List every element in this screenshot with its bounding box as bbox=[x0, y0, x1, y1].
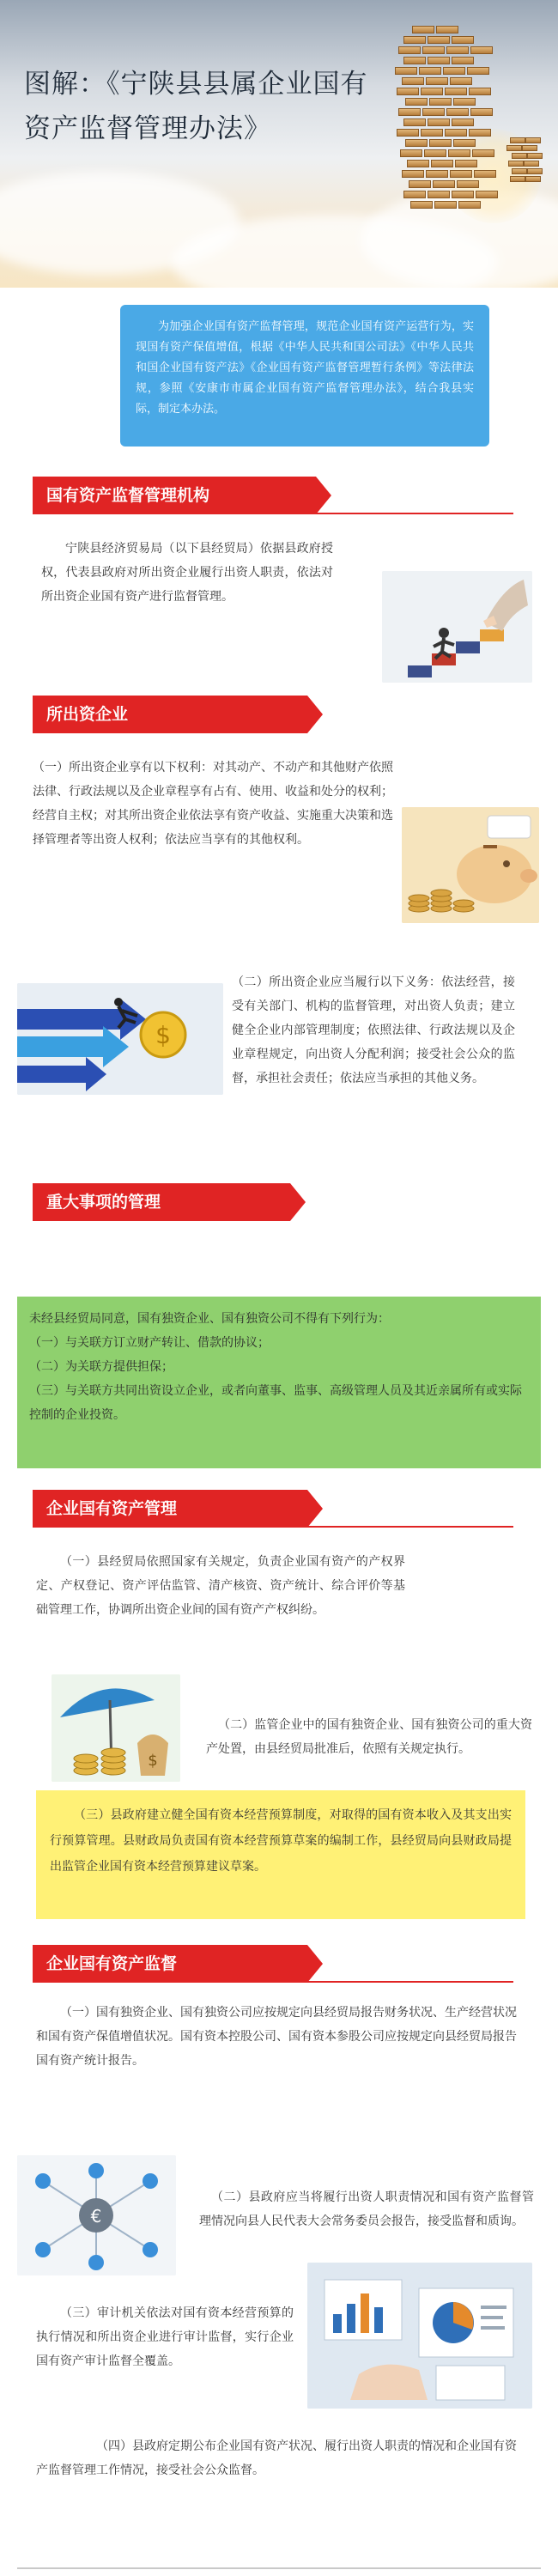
s3-item-2: （二）为关联方提供担保； bbox=[29, 1360, 173, 1374]
footer-divider bbox=[17, 2567, 541, 2569]
section-title: 国有资产监督管理机构 bbox=[33, 477, 316, 514]
section-rule bbox=[33, 1526, 513, 1528]
s4-paragraph-1: （一）县经贸局依照国家有关规定，负责企业国有资产的产权界定、产权登记、资产评估监管、清产核资、资产统计、综合评价等基础管理工作，协调所出资企业间的国有资产产权纠纷。 bbox=[36, 1555, 405, 1617]
s4-paragraph-3: （三）县政府建立健全国有资本经营预算制度，对取得的国有资本收入及其支出实行预算管理。县财政局负责国有资本经营预算草案的编制工作，县经贸局向县财政局提出监管企业国有资本经营预算建议草案。 bbox=[50, 1808, 512, 1874]
section-rule bbox=[33, 732, 307, 733]
jenga-tower-icon bbox=[386, 17, 506, 223]
s1-paragraph: 宁陕县经济贸易局（以下县经贸局）依据县政府授权，代表县政府对所出资企业履行出资人职责，依法对所出资企业国有资产进行监督管理。 bbox=[41, 542, 333, 604]
intro-text: 为加强企业国有资产监督管理，规范企业国有资产运营行为，实现国有资产保值增值，根据《中华人民共和国公司法》《中华人民共和国企业国有资产法》《企业国有资产监督管理暂行条例》等法律法规，参照《安康市市属企业国有资产监督管理办法》，结合我县实际，制定本办法。 bbox=[136, 320, 474, 416]
section-title: 重大事项的管理 bbox=[33, 1183, 290, 1221]
svg-text:$: $ bbox=[155, 1021, 171, 1049]
section-heading-invested-enterprises bbox=[33, 696, 513, 733]
svg-text:€: € bbox=[90, 2206, 102, 2227]
s5-paragraph-4: （四）县政府定期公布企业国有资产状况、履行出资人职责的情况和企业国有资产监督管理工作情况，接受社会公众监督。 bbox=[36, 2439, 517, 2477]
major-matters-box bbox=[17, 1297, 541, 1468]
s3-intro: 未经县经贸局同意，国有独资企业、国有独资公司不得有下列行为： bbox=[29, 1312, 390, 1326]
small-jenga-tower-icon bbox=[506, 137, 549, 197]
section-heading-asset-management bbox=[33, 1490, 513, 1528]
charts-desk-icon bbox=[307, 2263, 532, 2409]
s5-paragraph-2: （二）县政府应当将履行出资人职责情况和国有资产监督管理情况向县人民代表大会常务委员会报告，接受监督和质询。 bbox=[199, 2190, 534, 2228]
intro-box bbox=[120, 305, 489, 447]
section-rule bbox=[33, 1981, 513, 1983]
s5-paragraph-1: （一）国有独资企业、国有独资公司应按规定向县经贸局报告财务状况、生产经营状况和国有资产保值增值状况。国有资本控股公司、国有资本参股公司应按规定向县经贸局报告国有资产统计报告。 bbox=[36, 2006, 517, 2068]
page-title: 图解：《宁陕县县属企业国有资产监督管理办法》 bbox=[24, 69, 368, 144]
stairs-climb-icon bbox=[382, 571, 532, 683]
s3-item-1: （一）与关联方订立财产转让、借款的协议； bbox=[29, 1336, 270, 1350]
section-title: 企业国有资产监督 bbox=[33, 1945, 307, 1983]
section-heading-asset-supervision bbox=[33, 1945, 513, 1983]
svg-text:$: $ bbox=[148, 1752, 158, 1770]
section-title: 所出资企业 bbox=[33, 696, 307, 733]
s2-paragraph-2 bbox=[232, 970, 515, 1091]
section-rule bbox=[33, 513, 513, 514]
piggy-bank-icon bbox=[402, 807, 539, 923]
money-umbrella-icon bbox=[52, 1674, 180, 1782]
network-people-icon bbox=[17, 2155, 176, 2275]
budget-box bbox=[36, 1790, 525, 1919]
header-banner bbox=[0, 0, 558, 288]
s2-paragraph-1: （一）所出资企业享有以下权利：对其动产、不动产和其他财产依照法律、行政法规以及企业章程享有占有、使用、收益和处分的权利；经营自主权；对其所出资企业依法享有资产收益、实施重大决策和选择管理者等出资人权利；依法应当享有的其他权利。 bbox=[33, 761, 393, 847]
s5-paragraph-3: （三）审计机关依法对国有资本经营预算的执行情况和所出资企业进行审计监督，实行企业国有资产审计监督全覆盖。 bbox=[36, 2306, 294, 2368]
section-heading-institution bbox=[33, 477, 513, 514]
s2-paragraph-2-text: （二）所出资企业应当履行以下义务：依法经营，接受有关部门、机构的监督管理，对出资人负责；建立健全企业内部管理制度；依照法律、行政法规以及企业章程规定，向出资人分配利润；接受社会公众的监督，承担社会责任；依法应当承担的其他义务。 bbox=[232, 975, 515, 1085]
section-heading-major-matters bbox=[33, 1183, 316, 1221]
s4-paragraph-2: （二）监管企业中的国有独资企业、国有独资公司的重大资产处置，由县经贸局批准后，依照有关规定执行。 bbox=[206, 1718, 532, 1756]
section-title: 企业国有资产管理 bbox=[33, 1490, 307, 1528]
coin-arrows-icon bbox=[17, 983, 223, 1095]
s3-item-3: （三）与关联方共同出资设立企业，或者向董事、监事、高级管理人员及其近亲属所有或实际控制的企业投资。 bbox=[29, 1384, 522, 1422]
